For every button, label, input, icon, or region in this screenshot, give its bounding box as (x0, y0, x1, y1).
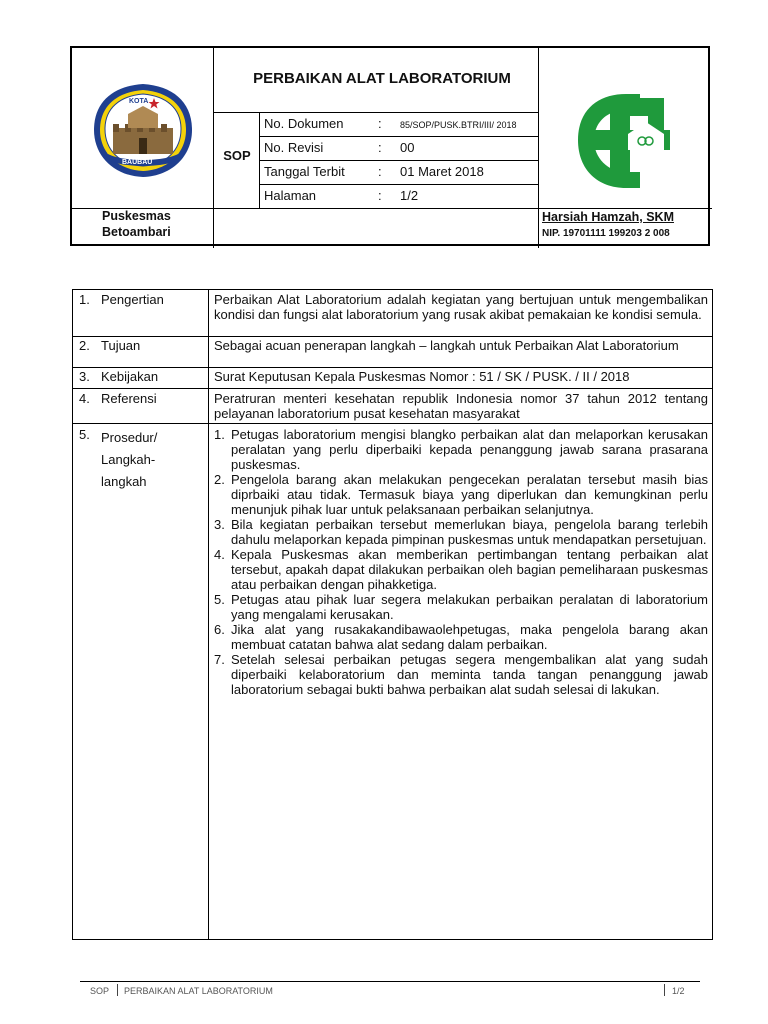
step-number: 6. (214, 622, 225, 637)
meta-value-halaman: 1/2 (400, 188, 419, 203)
row-text-referensi: Peratruran menteri kesehatan republik Indonesia nomor 37 tahun 2012 tentang pelayanan laboratorium pusat kesehatan masyarakat (214, 391, 708, 421)
meta-colon: : (378, 188, 382, 203)
procedure-step (214, 472, 708, 517)
step-text: Petugas atau pihak luar segera melakukan perbaikan peralatan di laboratorium yang mengalami kerusakan. (231, 592, 708, 622)
meta-key-revisi: No. Revisi (264, 140, 324, 155)
row-label-prosedur (101, 427, 157, 493)
row-divider (73, 388, 712, 389)
meta-colon: : (378, 164, 382, 179)
organization-line: Puskesmas (102, 209, 171, 223)
procedure-step (214, 517, 708, 547)
procedure-list (214, 427, 708, 697)
row-number: 5. (79, 427, 90, 442)
footer-separator (117, 984, 118, 996)
divider (259, 160, 538, 161)
step-text: Setelah selesai perbaikan petugas segera mengembalikan alat yang sudah diperbaiki kelaboratorium dan meminta tanda tangan penanggung jawab laboratorium sebagai bukti bahwa perbaikan alat sudah selesai di lakukan. (231, 652, 708, 697)
document-title: PERBAIKAN ALAT LABORATORIUM (253, 70, 511, 87)
meta-value-dokumen: 85/SOP/PUSK.BTRI/III/ 2018 (400, 120, 517, 130)
divider (213, 112, 538, 113)
procedure-step (214, 547, 708, 592)
footer-separator (664, 984, 665, 996)
svg-text:BAUBAU: BAUBAU (122, 159, 153, 166)
step-text: Jika alat yang rusakakandibawaolehpetugas, maka pengelola barang akan membuat catatan bahwa alat sedang dalam perbaikan. (231, 622, 708, 652)
footer-sop-label: SOP (90, 986, 110, 996)
label-line: Prosedur/ (101, 430, 158, 445)
organization-line: Betoambari (102, 225, 171, 239)
meta-colon: : (378, 116, 382, 131)
divider (259, 136, 538, 137)
row-number: 2. (79, 338, 90, 353)
footer-rule (80, 981, 700, 982)
row-divider (73, 367, 712, 368)
signer-name: Harsiah Hamzah, SKM (542, 210, 674, 224)
row-number: 4. (79, 391, 90, 406)
step-text: Kepala Puskesmas akan memberikan pertimbangan tentang perbaikan alat tersebut, apakah dapat dilakukan perbaikan oleh bagian pemeliharaan puskesmas atau perbaikan dengan pihakketiga. (231, 547, 708, 592)
row-divider (73, 336, 712, 337)
city-emblem-logo (88, 80, 198, 180)
procedure-step (214, 427, 708, 472)
step-number: 3. (214, 517, 225, 532)
step-text: Petugas laboratorium mengisi blangko perbaikan alat dan melaporkan kerusakan peralatan yang perlu diperbaiki kepada penanggung jawab sarana prasarana puskesmas. (231, 427, 708, 472)
row-label-referensi: Referensi (101, 391, 157, 406)
step-number: 7. (214, 652, 225, 667)
meta-key-tanggal: Tanggal Terbit (264, 164, 345, 179)
divider (259, 184, 538, 185)
row-number: 3. (79, 369, 90, 384)
organization-name (102, 208, 171, 240)
step-number: 4. (214, 547, 225, 562)
procedure-step (214, 622, 708, 652)
sop-content-table (72, 289, 713, 940)
footer-page-number: 1/2 (672, 986, 685, 996)
procedure-step (214, 652, 708, 697)
divider (213, 48, 214, 248)
row-label-tujuan: Tujuan (101, 338, 141, 353)
step-number: 5. (214, 592, 225, 607)
footer-title: PERBAIKAN ALAT LABORATORIUM (124, 986, 273, 996)
step-number: 1. (214, 427, 225, 442)
puskesmas-health-logo (568, 88, 684, 192)
step-text: Bila kegiatan perbaikan tersebut memerlukan biaya, pengelola barang terlebih dahulu melaporkan kepada pimpinan puskesmas untuk mendapatkan persetujuan. (231, 517, 708, 547)
row-text-kebijakan: Surat Keputusan Kepala Puskesmas Nomor : 51 / SK / PUSK. / II / 2018 (214, 369, 630, 384)
row-text-tujuan: Sebagai acuan penerapan langkah – langkah untuk Perbaikan Alat Laboratorium (214, 338, 679, 353)
row-divider (73, 423, 712, 424)
step-text: Pengelola barang akan melakukan pengecekan peralatan tersebut masih bias diprbaiki atau tidak. Termasuk biaya yang diperlukan dan kemungkinan perlu menunjuk pihak luar untuk pelaksanaan perbaikan selanjutnya. (231, 472, 708, 517)
meta-key-dokumen: No. Dokumen (264, 116, 344, 131)
divider (538, 48, 539, 248)
meta-key-halaman: Halaman (264, 188, 317, 203)
meta-value-tanggal: 01 Maret 2018 (400, 164, 484, 179)
label-line: langkah (101, 474, 147, 489)
label-line: Langkah- (101, 452, 156, 467)
meta-value-revisi: 00 (400, 140, 415, 155)
row-label-pengertian: Pengertian (101, 292, 164, 307)
row-text-pengertian: Perbaikan Alat Laboratorium adalah kegiatan yang bertujuan untuk mengembalikan kondisi dan fungsi alat laboratorium yang rusak akibat pemakaian ke kondisi semula. (214, 292, 708, 322)
signer-nip: NIP. 19701111 199203 2 008 (542, 228, 670, 239)
document-header (70, 46, 710, 246)
sop-label: SOP (223, 148, 251, 163)
procedure-step (214, 592, 708, 622)
step-number: 2. (214, 472, 225, 487)
row-label-kebijakan: Kebijakan (101, 369, 159, 384)
row-number: 1. (79, 292, 90, 307)
svg-text:KOTA: KOTA (129, 98, 149, 105)
meta-colon: : (378, 140, 382, 155)
